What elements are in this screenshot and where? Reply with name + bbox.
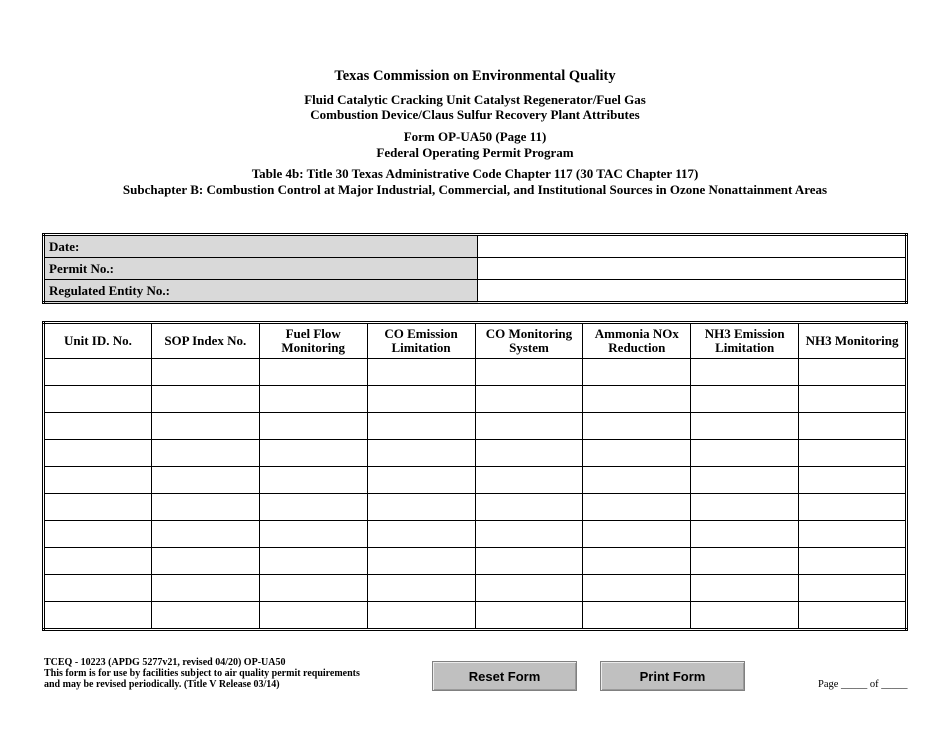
table-cell[interactable]	[583, 440, 691, 467]
table-cell[interactable]	[44, 494, 152, 521]
table-cell[interactable]	[691, 413, 799, 440]
table-cell[interactable]	[151, 548, 259, 575]
table-cell[interactable]	[44, 521, 152, 548]
usage-note-line: This form is for use by facilities subject to air quality permit requirements	[44, 668, 360, 679]
table-row	[44, 440, 907, 467]
table-cell[interactable]	[799, 548, 907, 575]
permit-info-table	[42, 233, 908, 304]
table-cell[interactable]	[44, 467, 152, 494]
table-cell[interactable]	[367, 548, 475, 575]
table-cell[interactable]	[151, 602, 259, 630]
table-row	[44, 521, 907, 548]
table-cell[interactable]	[691, 359, 799, 386]
table-cell[interactable]	[691, 467, 799, 494]
table-cell[interactable]	[799, 467, 907, 494]
table-cell[interactable]	[259, 521, 367, 548]
table-cell[interactable]	[475, 440, 583, 467]
agency-title: Texas Commission on Environmental Quality	[334, 68, 616, 84]
table-cell[interactable]	[259, 575, 367, 602]
attributes-table	[42, 321, 908, 631]
table-cell[interactable]	[259, 548, 367, 575]
table-cell[interactable]	[799, 494, 907, 521]
form-subtitle-line1: Fluid Catalytic Cracking Unit Catalyst Regenerator/Fuel Gas	[304, 92, 646, 107]
table-cell[interactable]	[259, 359, 367, 386]
table-row	[44, 467, 907, 494]
table-cell[interactable]	[259, 602, 367, 630]
table-cell[interactable]	[475, 548, 583, 575]
col-sop-index: SOP Index No.	[151, 323, 259, 359]
reset-form-button[interactable]: Reset Form	[432, 661, 577, 691]
col-nh3-monitoring: NH3 Monitoring	[799, 323, 907, 359]
table-cell[interactable]	[583, 602, 691, 630]
table-cell[interactable]	[799, 440, 907, 467]
subchapter-title: Subchapter B: Combustion Control at Major Industrial, Commercial, and Institutional Sources in Ozone Nonattainment Areas	[122, 182, 828, 197]
regulated-entity-field[interactable]	[478, 280, 907, 303]
table-cell[interactable]	[475, 359, 583, 386]
table-cell[interactable]	[799, 359, 907, 386]
table-cell[interactable]	[151, 386, 259, 413]
table-cell[interactable]	[799, 521, 907, 548]
table-cell[interactable]	[475, 494, 583, 521]
col-co-monitoring: CO Monitoring System	[475, 323, 583, 359]
table-cell[interactable]	[367, 521, 475, 548]
table-cell[interactable]	[259, 440, 367, 467]
table-cell[interactable]	[151, 494, 259, 521]
table-cell[interactable]	[475, 386, 583, 413]
table-cell[interactable]	[151, 359, 259, 386]
table-cell[interactable]	[151, 575, 259, 602]
table-cell[interactable]	[259, 413, 367, 440]
table-row	[44, 359, 907, 386]
table-cell[interactable]	[583, 548, 691, 575]
table-cell[interactable]	[583, 521, 691, 548]
col-nh3-emission: NH3 Emission Limitation	[691, 323, 799, 359]
table-cell[interactable]	[475, 413, 583, 440]
table-row	[44, 602, 907, 630]
table-header-row	[44, 323, 907, 359]
table-cell[interactable]	[44, 386, 152, 413]
table-cell[interactable]	[583, 575, 691, 602]
permit-no-label: Permit No.:	[44, 258, 478, 280]
table-cell[interactable]	[367, 602, 475, 630]
table-cell[interactable]	[691, 602, 799, 630]
table-cell[interactable]	[259, 386, 367, 413]
table-cell[interactable]	[44, 413, 152, 440]
table-cell[interactable]	[367, 386, 475, 413]
table-cell[interactable]	[691, 521, 799, 548]
table-cell[interactable]	[691, 386, 799, 413]
table-row	[44, 386, 907, 413]
table-cell[interactable]	[367, 359, 475, 386]
date-label: Date:	[44, 235, 478, 258]
info-row-entity	[44, 280, 907, 303]
table-cell[interactable]	[367, 413, 475, 440]
table-cell[interactable]	[799, 602, 907, 630]
table-row	[44, 494, 907, 521]
info-row-date	[44, 235, 907, 258]
col-co-emission: CO Emission Limitation	[367, 323, 475, 359]
table-cell[interactable]	[475, 467, 583, 494]
col-ammonia-nox: Ammonia NOx Reduction	[583, 323, 691, 359]
table-cell[interactable]	[367, 467, 475, 494]
table-cell[interactable]	[151, 413, 259, 440]
table-cell[interactable]	[691, 440, 799, 467]
page-number: Page _____ of _____	[818, 679, 908, 690]
form-id-line: TCEQ - 10223 (APDG 5277v21, revised 04/20) OP-UA50	[44, 657, 286, 668]
table-cell[interactable]	[259, 494, 367, 521]
date-field[interactable]	[478, 235, 907, 258]
program-name: Federal Operating Permit Program	[376, 145, 574, 160]
regulated-entity-label: Regulated Entity No.:	[44, 280, 478, 303]
table-cell[interactable]	[799, 386, 907, 413]
form-footer	[44, 657, 360, 690]
table-cell[interactable]	[799, 575, 907, 602]
table-cell[interactable]	[475, 521, 583, 548]
table-cell[interactable]	[367, 494, 475, 521]
permit-no-field[interactable]	[478, 258, 907, 280]
col-unit-id: Unit ID. No.	[44, 323, 152, 359]
form-number: Form OP-UA50 (Page 11)	[403, 129, 547, 144]
table-cell[interactable]	[151, 440, 259, 467]
table-cell[interactable]	[44, 575, 152, 602]
info-row-permit	[44, 258, 907, 280]
table-row	[44, 548, 907, 575]
table-cell[interactable]	[583, 467, 691, 494]
table-cell[interactable]	[799, 413, 907, 440]
table-cell[interactable]	[259, 467, 367, 494]
table-cell[interactable]	[367, 575, 475, 602]
table-cell[interactable]	[691, 494, 799, 521]
table-cell[interactable]	[583, 386, 691, 413]
col-fuel-flow: Fuel Flow Monitoring	[259, 323, 367, 359]
print-form-button[interactable]: Print Form	[600, 661, 745, 691]
table-cell[interactable]	[151, 467, 259, 494]
table-cell[interactable]	[44, 602, 152, 630]
table-cell[interactable]	[367, 440, 475, 467]
table-cell[interactable]	[475, 575, 583, 602]
table-cell[interactable]	[583, 494, 691, 521]
table-cell[interactable]	[44, 440, 152, 467]
table-cell[interactable]	[583, 413, 691, 440]
table-row	[44, 575, 907, 602]
revision-note-line: and may be revised periodically. (Title V Release 03/14)	[44, 679, 280, 690]
table-title: Table 4b: Title 30 Texas Administrative Code Chapter 117 (30 TAC Chapter 117)	[251, 166, 699, 181]
table-cell[interactable]	[691, 548, 799, 575]
table-cell[interactable]	[44, 359, 152, 386]
table-cell[interactable]	[691, 575, 799, 602]
table-cell[interactable]	[475, 602, 583, 630]
table-cell[interactable]	[151, 521, 259, 548]
table-cell[interactable]	[583, 359, 691, 386]
table-cell[interactable]	[44, 548, 152, 575]
form-subtitle-line2: Combustion Device/Claus Sulfur Recovery Plant Attributes	[310, 107, 640, 122]
table-row	[44, 413, 907, 440]
